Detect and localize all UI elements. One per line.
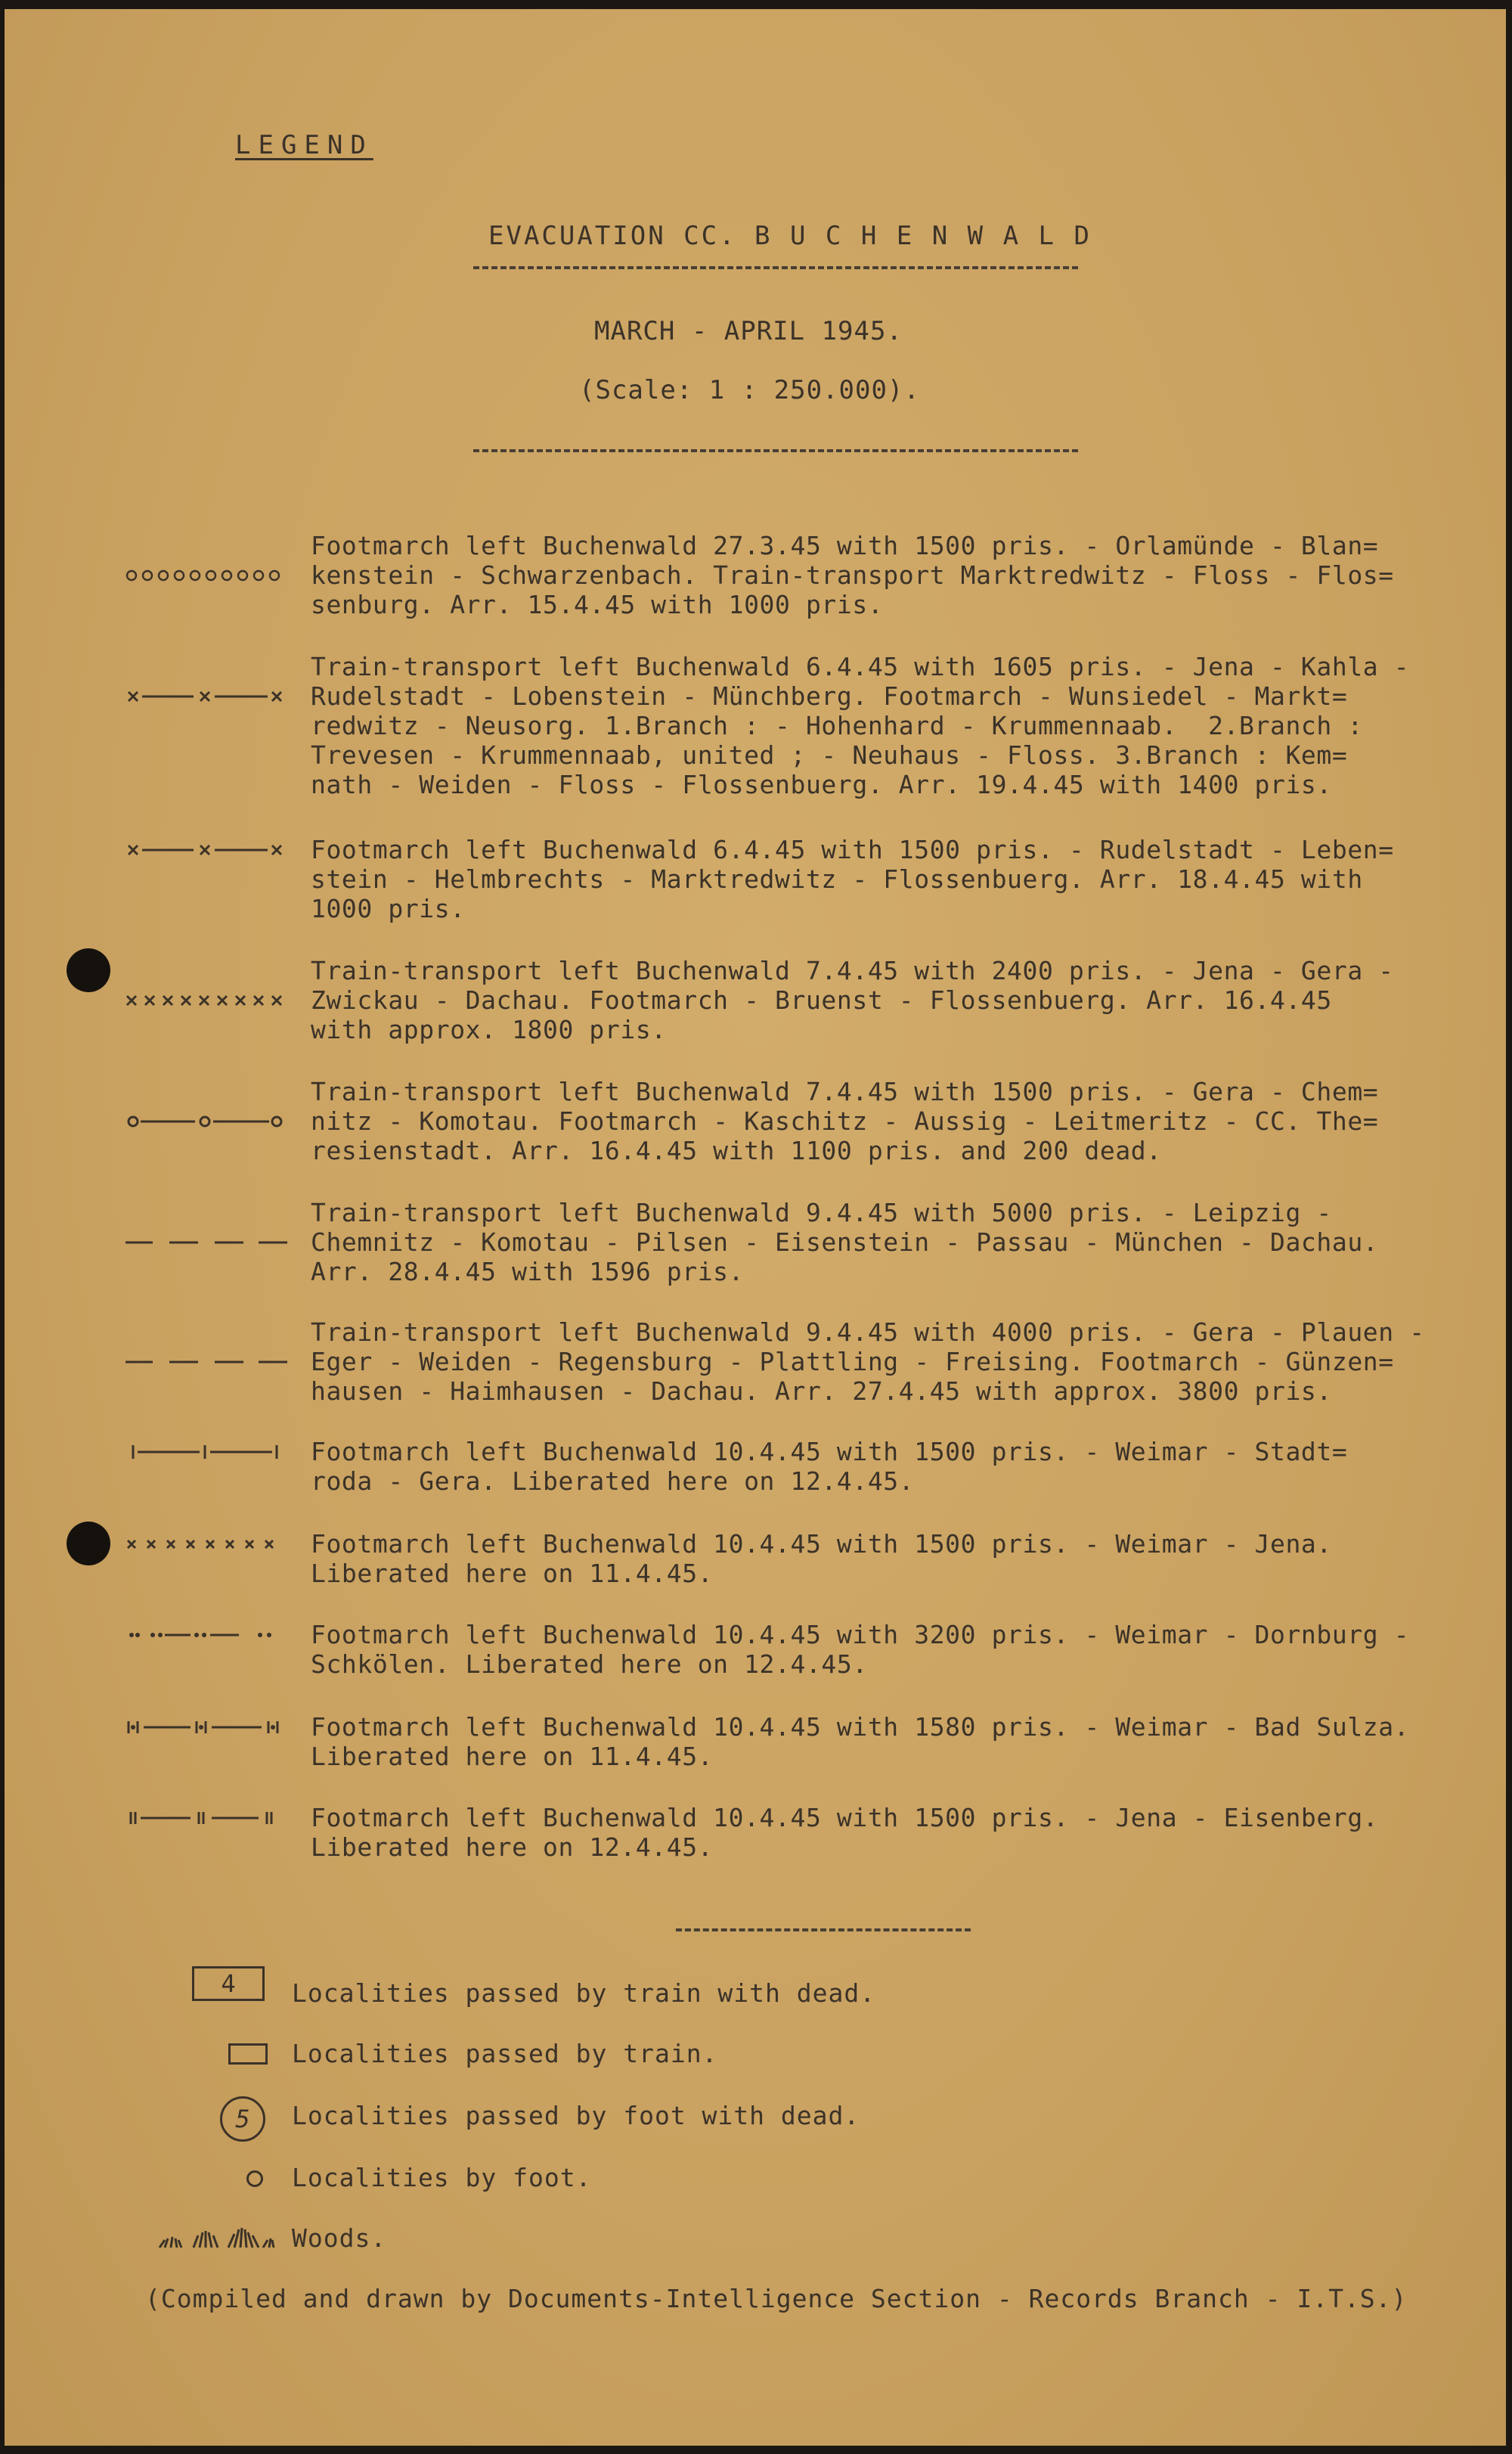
route-entry-line: Footmarch left Buchenwald 10.4.45 with 1580 pris. - Weimar - Bad Sulza. — [311, 1712, 1410, 1742]
document-page — [5, 9, 1506, 2446]
route-entry-line: Rudelstadt - Lobenstein - Münchberg. Footmarch - Wunsiedel - Markt= — [311, 681, 1348, 711]
route-entry-line: resienstadt. Arr. 16.4.45 with 1100 pris. and 200 dead. — [311, 1136, 1162, 1165]
route-symbol-dot-dash-icon — [125, 1620, 292, 1650]
route-entry-line: Train-transport left Buchenwald 9.4.45 with 5000 pris. - Leipzig - — [311, 1198, 1332, 1227]
route-entry-text — [311, 1620, 1445, 1679]
footer-credit: (Compiled and drawn by Documents-Intelligence Section - Records Branch - I.T.S.) — [145, 2284, 1408, 2313]
route-entry-line: Liberated here on 11.4.45. — [311, 1559, 714, 1588]
route-entry-text — [311, 1529, 1445, 1588]
route-symbol-x-dash-icon — [125, 835, 292, 865]
route-entry-line: Arr. 28.4.45 with 1596 pris. — [311, 1257, 745, 1286]
route-entry-text — [311, 1317, 1445, 1406]
header-rule — [473, 449, 1078, 452]
train-box-icon — [228, 2043, 268, 2065]
route-entry-line: Liberated here on 11.4.45. — [311, 1742, 714, 1771]
black-dot-marker-icon — [67, 948, 110, 992]
route-entry-line: senburg. Arr. 15.4.45 with 1000 pris. — [311, 590, 884, 619]
route-entry-text — [311, 956, 1445, 1044]
route-entry-text — [311, 1803, 1445, 1862]
route-entry-text — [311, 1198, 1445, 1286]
period-text: MARCH - APRIL 1945. — [594, 316, 903, 346]
black-dot-marker-icon — [67, 1522, 110, 1565]
route-entry-line: Train-transport left Buchenwald 7.4.45 with 1500 pris. - Gera - Chem= — [311, 1077, 1379, 1106]
route-entry-text — [311, 652, 1445, 799]
route-entry-line: Footmarch left Buchenwald 6.4.45 with 1500 pris. - Rudelstadt - Leben= — [311, 835, 1394, 864]
route-entry-line: roda - Gera. Liberated here on 12.4.45. — [311, 1466, 915, 1496]
route-symbol-long-dash-icon — [125, 1347, 292, 1377]
route-symbol-x-row-small-icon — [125, 1529, 292, 1559]
route-symbol-long-dash-icon — [125, 1227, 292, 1258]
route-entry-line: Footmarch left Buchenwald 10.4.45 with 1500 pris. - Weimar - Stadt= — [311, 1437, 1348, 1466]
route-entry-line: hausen - Haimhausen - Dachau. Arr. 27.4.45 with approx. 3800 pris. — [311, 1376, 1332, 1406]
route-entry-line: redwitz - Neusorg. 1.Branch : - Hohenhard - Krummennaab. 2.Branch : — [311, 711, 1363, 740]
route-symbol-bar-dash-icon — [125, 1437, 292, 1467]
document-title: EVACUATION CC. B U C H E N W A L D — [488, 221, 1092, 251]
train-dead-box-icon — [192, 1966, 265, 2001]
route-entry-line: kenstein - Schwarzenbach. Train-transport Marktredwitz - Floss - Flos= — [311, 560, 1394, 590]
foot-dead-circle-icon — [220, 2096, 265, 2142]
route-entry-text — [311, 1437, 1445, 1496]
route-entry-text — [311, 1712, 1445, 1771]
route-entry-line: Footmarch left Buchenwald 10.4.45 with 3200 pris. - Weimar - Dornburg - — [311, 1620, 1410, 1649]
legend-heading: LEGEND — [235, 130, 373, 160]
route-entry-line: Train-transport left Buchenwald 6.4.45 with 1605 pris. - Jena - Kahla - — [311, 652, 1410, 681]
key-train-dead: Localities passed by train with dead. — [292, 1978, 876, 2008]
route-entry-text — [311, 835, 1445, 923]
route-symbol-circle-dash-icon — [125, 1106, 292, 1137]
title-rule — [473, 266, 1078, 269]
route-symbol-x-row-icon — [125, 985, 292, 1016]
foot-circle-icon — [246, 2170, 263, 2187]
route-entry-line: Footmarch left Buchenwald 10.4.45 with 1500 pris. - Weimar - Jena. — [311, 1529, 1332, 1559]
route-entry-text — [311, 531, 1445, 619]
key-rule — [676, 1928, 971, 1931]
route-entry-line: Liberated here on 12.4.45. — [311, 1832, 714, 1862]
route-entry-line: Footmarch left Buchenwald 27.3.45 with 1500 pris. - Orlamünde - Blan= — [311, 531, 1379, 560]
route-symbol-double-bar-dash-icon — [125, 1803, 292, 1833]
route-entry-line: 1000 pris. — [311, 894, 466, 923]
route-entry-text — [311, 1077, 1445, 1165]
route-entry-line: nitz - Komotau. Footmarch - Kaschitz - Aussig - Leitmeritz - CC. The= — [311, 1106, 1379, 1136]
key-foot: Localities by foot. — [292, 2163, 592, 2192]
route-entry-line: Zwickau - Dachau. Footmarch - Bruenst - Flossenbuerg. Arr. 16.4.45 — [311, 985, 1332, 1015]
route-entry-line: Footmarch left Buchenwald 10.4.45 with 1500 pris. - Jena - Eisenberg. — [311, 1803, 1379, 1832]
route-entry-line: Train-transport left Buchenwald 9.4.45 with 4000 pris. - Gera - Plauen - — [311, 1317, 1425, 1347]
train-dead-number: 4 — [221, 1969, 236, 1998]
route-entry-line: Train-transport left Buchenwald 7.4.45 with 2400 pris. - Jena - Gera - — [311, 956, 1394, 985]
foot-dead-number: 5 — [235, 2105, 250, 2133]
route-symbol-tick-dash-icon — [125, 1712, 292, 1742]
woods-icon — [156, 2217, 277, 2255]
route-symbol-x-dash-icon — [125, 681, 292, 712]
key-train: Localities passed by train. — [292, 2039, 718, 2068]
scale-text: (Scale: 1 : 250.000). — [579, 375, 920, 405]
route-entry-line: Schkölen. Liberated here on 12.4.45. — [311, 1649, 868, 1679]
route-entry-line: Eger - Weiden - Regensburg - Plattling - Freising. Footmarch - Günzen= — [311, 1347, 1394, 1376]
key-foot-dead: Localities passed by foot with dead. — [292, 2101, 860, 2130]
route-symbol-circles-line-icon — [125, 560, 292, 591]
route-entry-line: with approx. 1800 pris. — [311, 1015, 667, 1044]
key-woods: Woods. — [292, 2223, 387, 2253]
route-entry-line: Trevesen - Krummennaab, united ; - Neuhaus - Floss. 3.Branch : Kem= — [311, 740, 1348, 770]
route-entry-line: Chemnitz - Komotau - Pilsen - Eisenstein - Passau - München - Dachau. — [311, 1227, 1379, 1257]
route-entry-line: stein - Helmbrechts - Marktredwitz - Flossenbuerg. Arr. 18.4.45 with — [311, 864, 1363, 894]
route-entry-line: nath - Weiden - Floss - Flossenbuerg. Arr. 19.4.45 with 1400 pris. — [311, 770, 1332, 799]
